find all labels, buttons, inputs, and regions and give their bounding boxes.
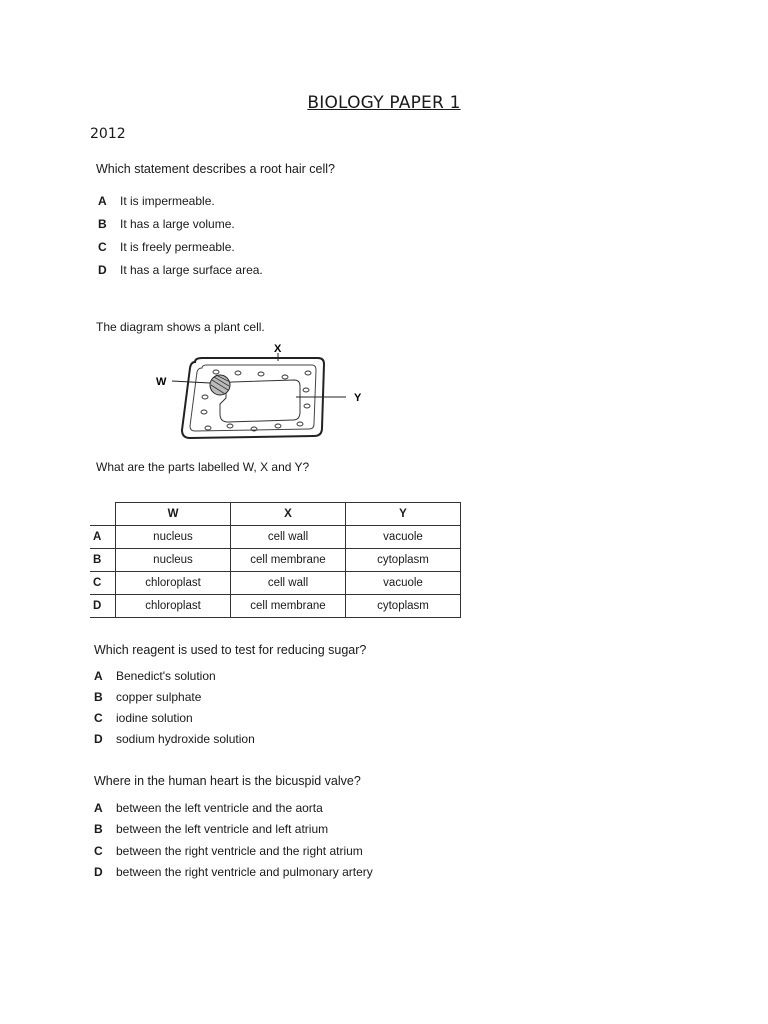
table-cell: cell wall [231,526,346,549]
question-1-text: Which statement describes a root hair cell? [96,162,335,176]
q4-option-d: D between the right ventricle and pulmonary artery [94,865,373,879]
table-cell: nucleus [116,549,231,572]
label-w: W [156,376,167,388]
vacuole [220,380,300,422]
row-letter: C [90,572,116,595]
label-x: X [274,343,282,355]
table-header: W [116,503,231,526]
table-cell: vacuole [346,572,461,595]
exam-year: 2012 [90,126,126,142]
plant-cell-diagram [150,340,390,455]
q3-option-b: B copper sulphate [94,690,202,704]
table-row [90,595,461,618]
table-cell: cell membrane [231,549,346,572]
q1-option-a: A It is impermeable. [98,194,215,208]
q1-option-b: B It has a large volume. [98,217,235,231]
table-cell: cell membrane [231,595,346,618]
table-header: X [231,503,346,526]
q4-option-b: B between the left ventricle and left atrium [94,822,329,836]
answer-table [90,502,461,618]
table-cell: vacuole [346,526,461,549]
q3-option-d: D sodium hydroxide solution [94,732,255,746]
q1-option-d: D It has a large surface area. [98,263,263,277]
question-3-text: Which reagent is used to test for reducing sugar? [94,643,367,657]
table-cell: chloroplast [116,595,231,618]
q1-option-c: C It is freely permeable. [98,240,235,254]
question-2-intro: The diagram shows a plant cell. [96,320,265,334]
row-letter: B [90,549,116,572]
table-cell: cell wall [231,572,346,595]
q3-option-c: C iodine solution [94,711,193,725]
cell-wall [182,358,324,438]
q4-option-c: C between the right ventricle and the right atrium [94,844,363,858]
table-row [90,526,461,549]
table-cell: chloroplast [116,572,231,595]
row-letter: D [90,595,116,618]
row-letter: A [90,526,116,549]
label-y: Y [354,392,362,404]
table-header-row [90,503,461,526]
table-cell: nucleus [116,526,231,549]
page-title: BIOLOGY PAPER 1 [307,93,461,113]
table-row [90,572,461,595]
table-cell: cytoplasm [346,595,461,618]
q4-option-a: A between the left ventricle and the aorta [94,801,323,815]
question-2-text: What are the parts labelled W, X and Y? [96,460,310,474]
question-4-text: Where in the human heart is the bicuspid valve? [94,774,361,788]
q3-option-a: A Benedict's solution [94,669,216,683]
table-cell: cytoplasm [346,549,461,572]
table-header: Y [346,503,461,526]
table-row [90,549,461,572]
